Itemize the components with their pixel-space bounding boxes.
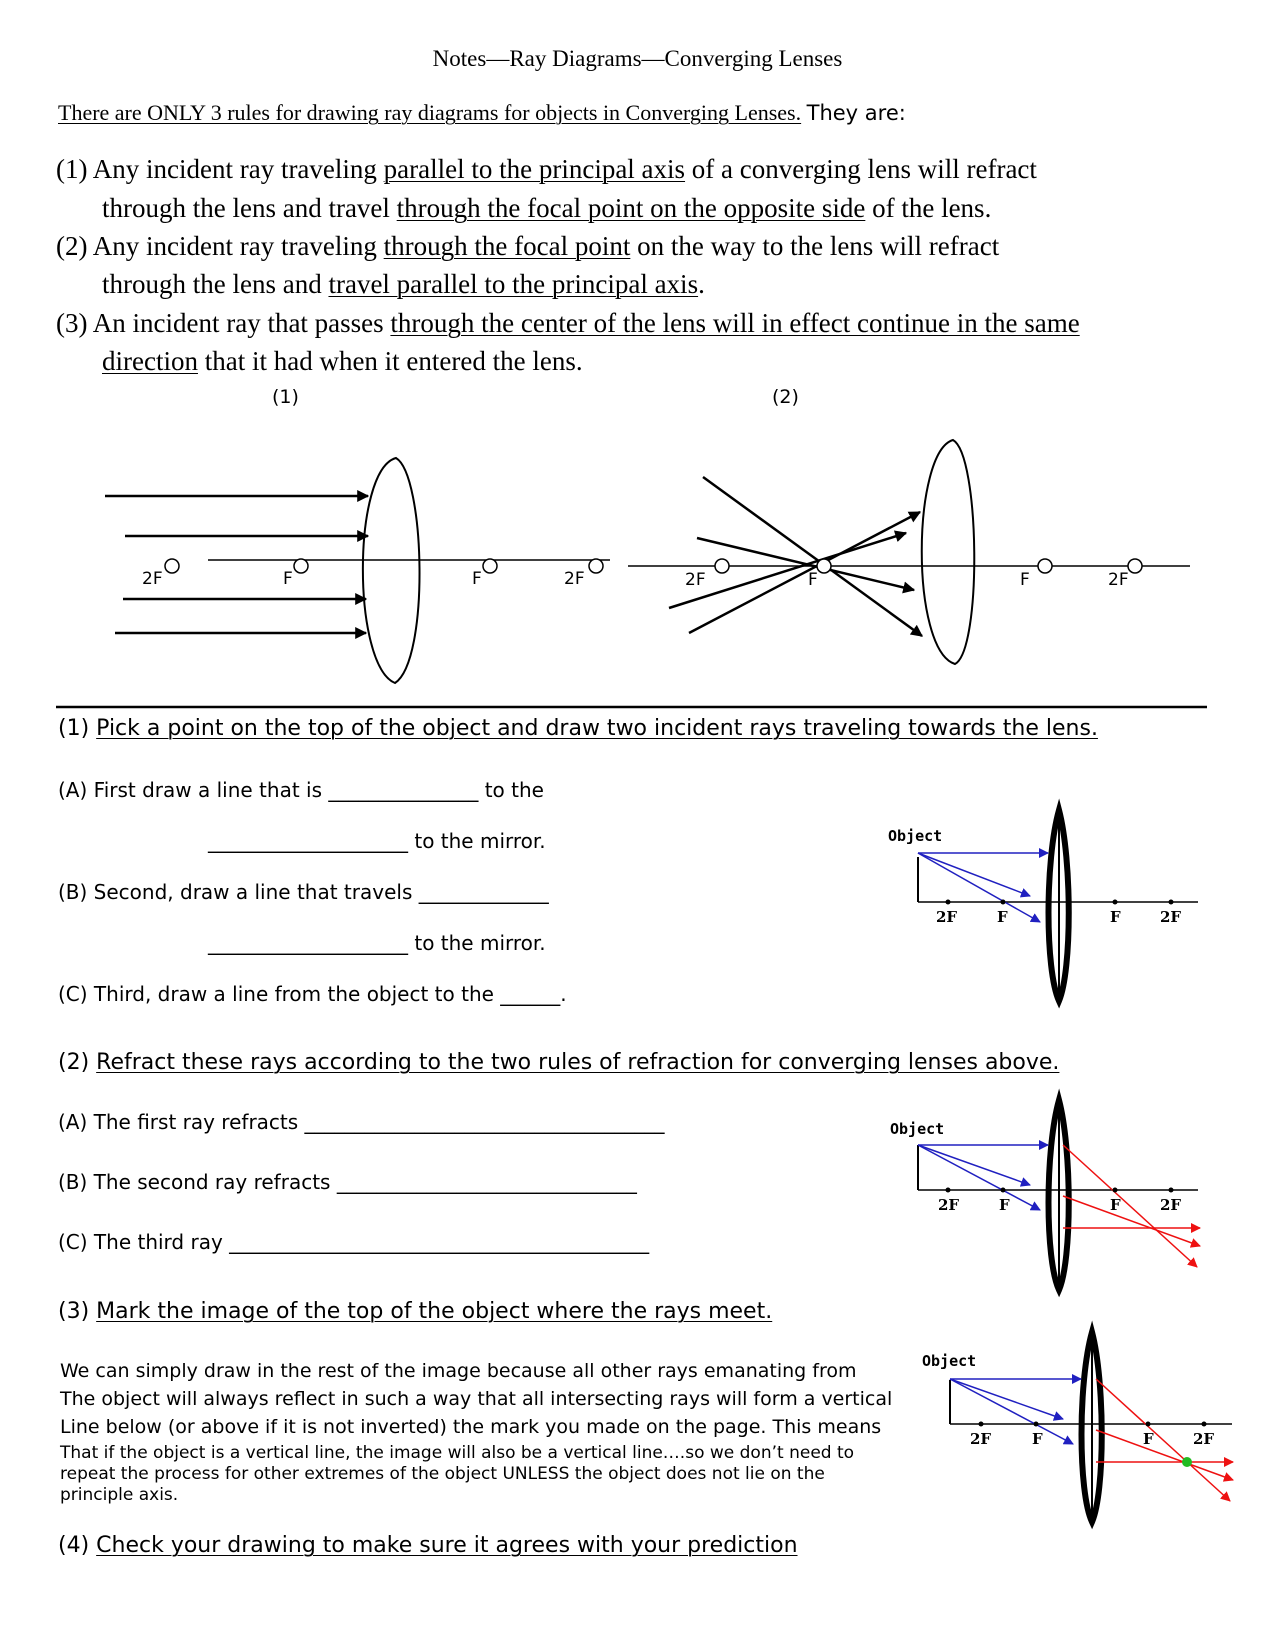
object-label: Object	[922, 1352, 977, 1370]
step-1a-line-2: ____________________ to the mirror.	[208, 829, 546, 853]
diagram-refracted-rays	[890, 1100, 1200, 1290]
object-label: Object	[888, 827, 943, 845]
axis-point	[1001, 900, 1006, 905]
axis-label-2f: 2F	[970, 1430, 992, 1448]
section-3-text: Mark the image of the top of the object where the rays meet.	[96, 1299, 773, 1324]
rule-2-key-2: travel parallel to the principal axis	[328, 269, 699, 299]
section-2-text: Refract these rays according to the two rules of refraction for converging lenses above.	[96, 1050, 1060, 1075]
axis-label-f: F	[999, 1196, 1010, 1214]
rule-2-text-2: .	[698, 269, 705, 299]
section-4-text: Check your drawing to make sure it agrees with your prediction	[96, 1533, 798, 1558]
rule-1-number: (1) Any incident ray traveling	[56, 154, 384, 184]
axis-point	[979, 1422, 984, 1427]
axis-label-f: F	[1110, 1196, 1121, 1214]
step-1b-line-2: ____________________ to the mirror.	[208, 931, 546, 955]
incident-ray	[950, 1379, 1073, 1444]
intro-tail: They are:	[806, 101, 906, 125]
axis-label-2f: 2F	[1108, 570, 1129, 590]
step-1a-line-1: (A) First draw a line that is _______________ to the	[58, 778, 544, 802]
incident-ray	[918, 1145, 1030, 1185]
rule-2-number: (2) Any incident ray traveling	[56, 231, 384, 261]
incident-ray	[950, 1379, 1063, 1419]
figure-1-label: (1)	[272, 386, 299, 408]
rule-1-key-1: parallel to the principal axis	[383, 154, 686, 184]
section-1-text: Pick a point on the top of the object and draw two incident rays traveling towards the lens.	[96, 716, 1098, 741]
axis-label-f: F	[1020, 570, 1030, 590]
paragraph-line: principle axis.	[60, 1485, 179, 1505]
axis-label-f: F	[997, 908, 1008, 926]
rule-3-number: (3) An incident ray that passes	[56, 308, 391, 338]
axis-label-f: F	[808, 570, 818, 590]
rule-2-text-1: on the way to the lens will refract	[630, 231, 1000, 261]
intro-text: There are ONLY 3 rules for drawing ray diagrams for objects in Converging Lenses.	[58, 100, 802, 125]
paragraph-line: The object will always reflect in such a way that all intersecting rays will form a vertical	[60, 1388, 893, 1410]
step-2c-line: (C) The third ray __________________________________________	[58, 1230, 650, 1254]
section-3-number: (3)	[58, 1299, 97, 1324]
axis-label-f: F	[1110, 908, 1121, 926]
rule-1-key-2: through the focal point on the opposite side	[396, 193, 866, 223]
axis-label-2f: 2F	[685, 570, 706, 590]
step-2b-line: (B) The second ray refracts ______________________________	[58, 1170, 637, 1194]
section-2-number: (2)	[58, 1050, 97, 1075]
axis-point	[1202, 1422, 1207, 1427]
diagram-incident-rays	[888, 810, 1198, 1001]
axis-label-2f: 2F	[1160, 1196, 1182, 1214]
axis-label-f: F	[472, 569, 482, 589]
axis-point	[946, 1188, 951, 1193]
rule-3-key-2: direction	[102, 346, 198, 376]
section-4-number: (4)	[58, 1533, 97, 1558]
rule-2-text-2a: through the lens and	[102, 269, 329, 299]
paragraph-line: repeat the process for other extremes of the object UNLESS the object does not lie on the	[60, 1464, 825, 1484]
axis-point	[1169, 900, 1174, 905]
step-1c-line: (C) Third, draw a line from the object to the ______.	[58, 982, 567, 1006]
incident-ray	[918, 853, 1030, 896]
step-1b-line-1: (B) Second, draw a line that travels _____________	[58, 880, 549, 904]
axis-label-2f: 2F	[142, 569, 163, 589]
object-label: Object	[890, 1120, 945, 1138]
axis-label-2f: 2F	[936, 908, 958, 926]
axis-point	[1113, 900, 1118, 905]
rule-3-key-1: through the center of the lens will in effect continue in the same	[390, 308, 1080, 338]
incident-ray	[918, 1145, 1040, 1210]
section-1-number: (1)	[58, 716, 97, 741]
axis-label-2f: 2F	[1193, 1430, 1215, 1448]
diagram-image-point	[922, 1332, 1233, 1522]
paragraph-line: Line below (or above if it is not inverted) the mark you made on the page. This means	[60, 1416, 882, 1438]
axis-point	[946, 900, 951, 905]
axis-point	[1113, 1188, 1118, 1193]
figure-2-label: (2)	[772, 386, 799, 408]
page-title: Notes—Ray Diagrams—Converging Lenses	[432, 46, 843, 71]
rule-1-text-1: of a converging lens will refract	[685, 154, 1037, 184]
image-point-marker	[1182, 1457, 1192, 1467]
axis-point	[1169, 1188, 1174, 1193]
axis-label-f: F	[283, 569, 293, 589]
axis-label-f: F	[1032, 1430, 1043, 1448]
axis-point	[1001, 1188, 1006, 1193]
axis-point	[1034, 1422, 1039, 1427]
rule-1-text-2: of the lens.	[865, 193, 992, 223]
axis-label-2f: 2F	[1160, 908, 1182, 926]
paragraph-line: That if the object is a vertical line, the image will also be a vertical line….so we don’t need to	[60, 1443, 855, 1463]
rule-2-key-1: through the focal point	[383, 231, 631, 261]
axis-label-2f: 2F	[938, 1196, 960, 1214]
axis-label-f: F	[1143, 1430, 1154, 1448]
rule-1-text-2a: through the lens and travel	[102, 193, 397, 223]
axis-label-2f: 2F	[564, 569, 585, 589]
rule-3-text-2: that it had when it entered the lens.	[197, 346, 583, 376]
step-2a-line: (A) The first ray refracts ____________________________________	[58, 1110, 665, 1134]
paragraph-line: We can simply draw in the rest of the image because all other rays emanating from	[60, 1360, 857, 1382]
axis-point	[1146, 1422, 1151, 1427]
